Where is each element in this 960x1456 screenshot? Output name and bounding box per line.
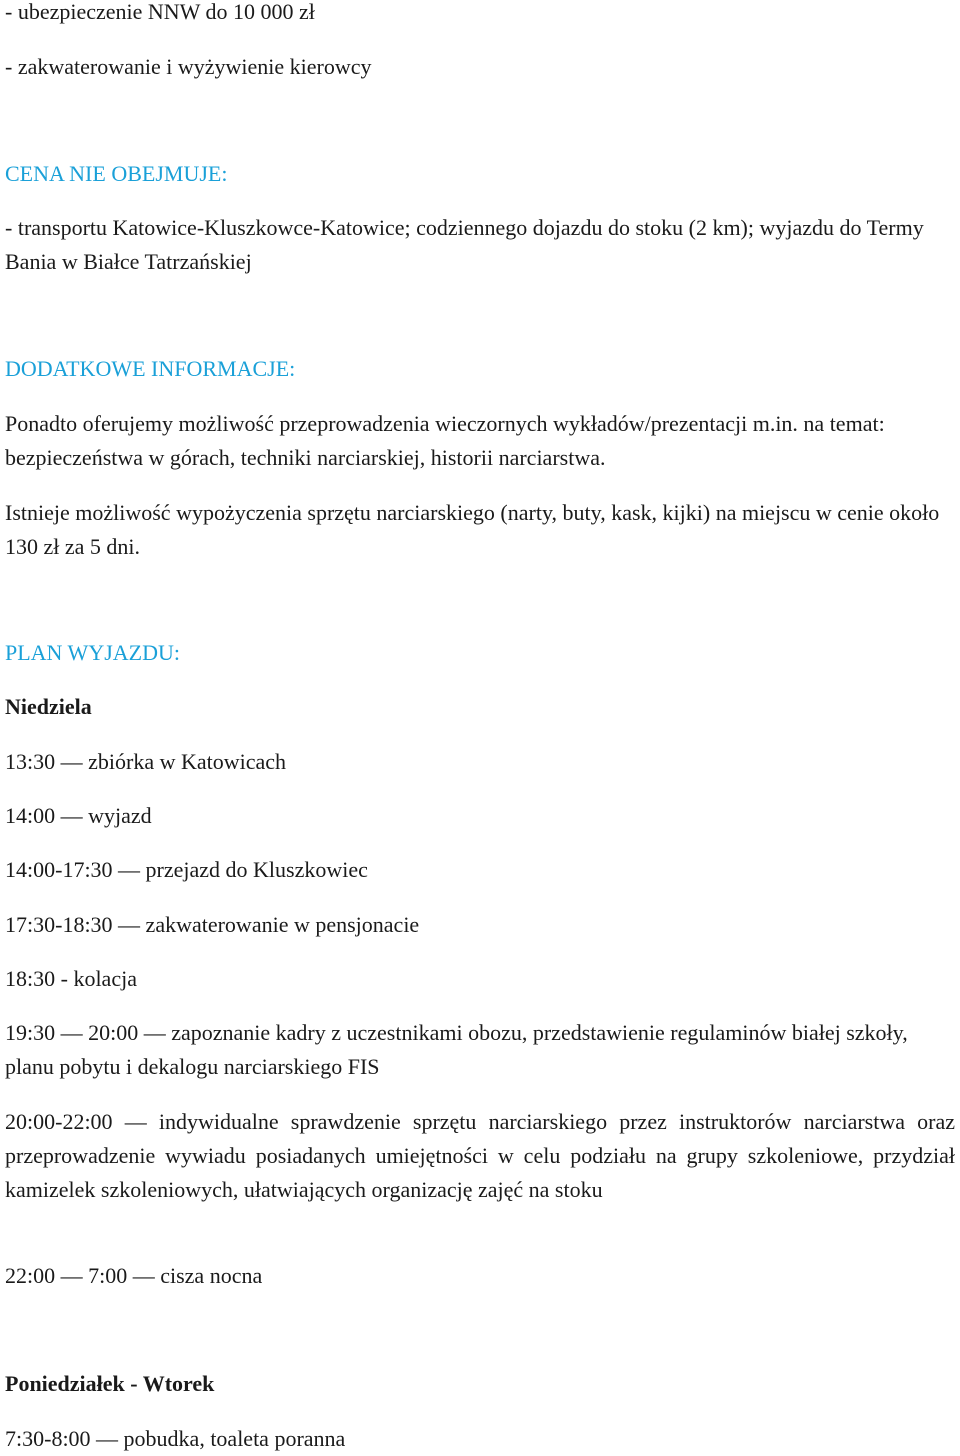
sunday-item: 14:00 ― wyjazd (5, 803, 152, 828)
monday-tuesday-title: Poniedziałek - Wtorek (5, 1371, 215, 1396)
included-item-driver: - zakwaterowanie i wyżywienie kierowcy (5, 54, 372, 79)
sunday-title: Niedziela (5, 694, 92, 719)
sunday-item: 14:00-17:30 ― przejazd do Kluszkowiec (5, 857, 368, 882)
not-included-heading: CENA NIE OBEJMUJE: (5, 161, 228, 186)
plan-heading: PLAN WYJAZDU: (5, 640, 180, 665)
sunday-item: 19:30 ― 20:00 ― zapoznanie kadry z uczestnikami obozu, przedstawienie regulaminów białej szkoły, planu pobytu i dekalogu narciarskiego FIS (5, 1020, 908, 1079)
additional-info-heading: DODATKOWE INFORMACJE: (5, 356, 296, 381)
sunday-item: 17:30-18:30 ― zakwaterowanie w pensjonacie (5, 912, 420, 937)
additional-info-paragraph-2: Istnieje możliwość wypożyczenia sprzętu narciarskiego (narty, buty, kask, kijki) na miejscu w cenie około 130 zł za 5 dni. (5, 500, 940, 559)
sunday-item: 20:00-22:00 ― indywidualne sprawdzenie sprzętu narciarskiego przez instruktorów narciarstwa oraz przeprowadzenie wywiadu posiadanych umiejętności w celu podziału na grupy szkoleniowe, przydział kamizelek szkoleniowych, ułatwiających organizację zajęć na stoku (5, 1109, 955, 1202)
sunday-item: 18:30 - kolacja (5, 966, 137, 991)
sunday-item: 22:00 ― 7:00 ― cisza nocna (5, 1263, 263, 1288)
additional-info-paragraph-1: Ponadto oferujemy możliwość przeprowadzenia wieczornych wykładów/prezentacji m.in. na temat: bezpieczeństwa w górach, techniki narciarskiej, historii narciarstwa. (5, 411, 885, 470)
included-item-nnw: - ubezpieczenie NNW do 10 000 zł (5, 0, 315, 24)
not-included-text: - transportu Katowice-Kluszkowce-Katowice; codziennego dojazdu do stoku (2 km); wyjazdu do Termy Bania w Białce Tatrzańskiej (5, 215, 924, 274)
sunday-item: 13:30 ― zbiórka w Katowicach (5, 749, 287, 774)
monday-tuesday-item: 7:30-8:00 ― pobudka, toaleta poranna (5, 1426, 346, 1451)
